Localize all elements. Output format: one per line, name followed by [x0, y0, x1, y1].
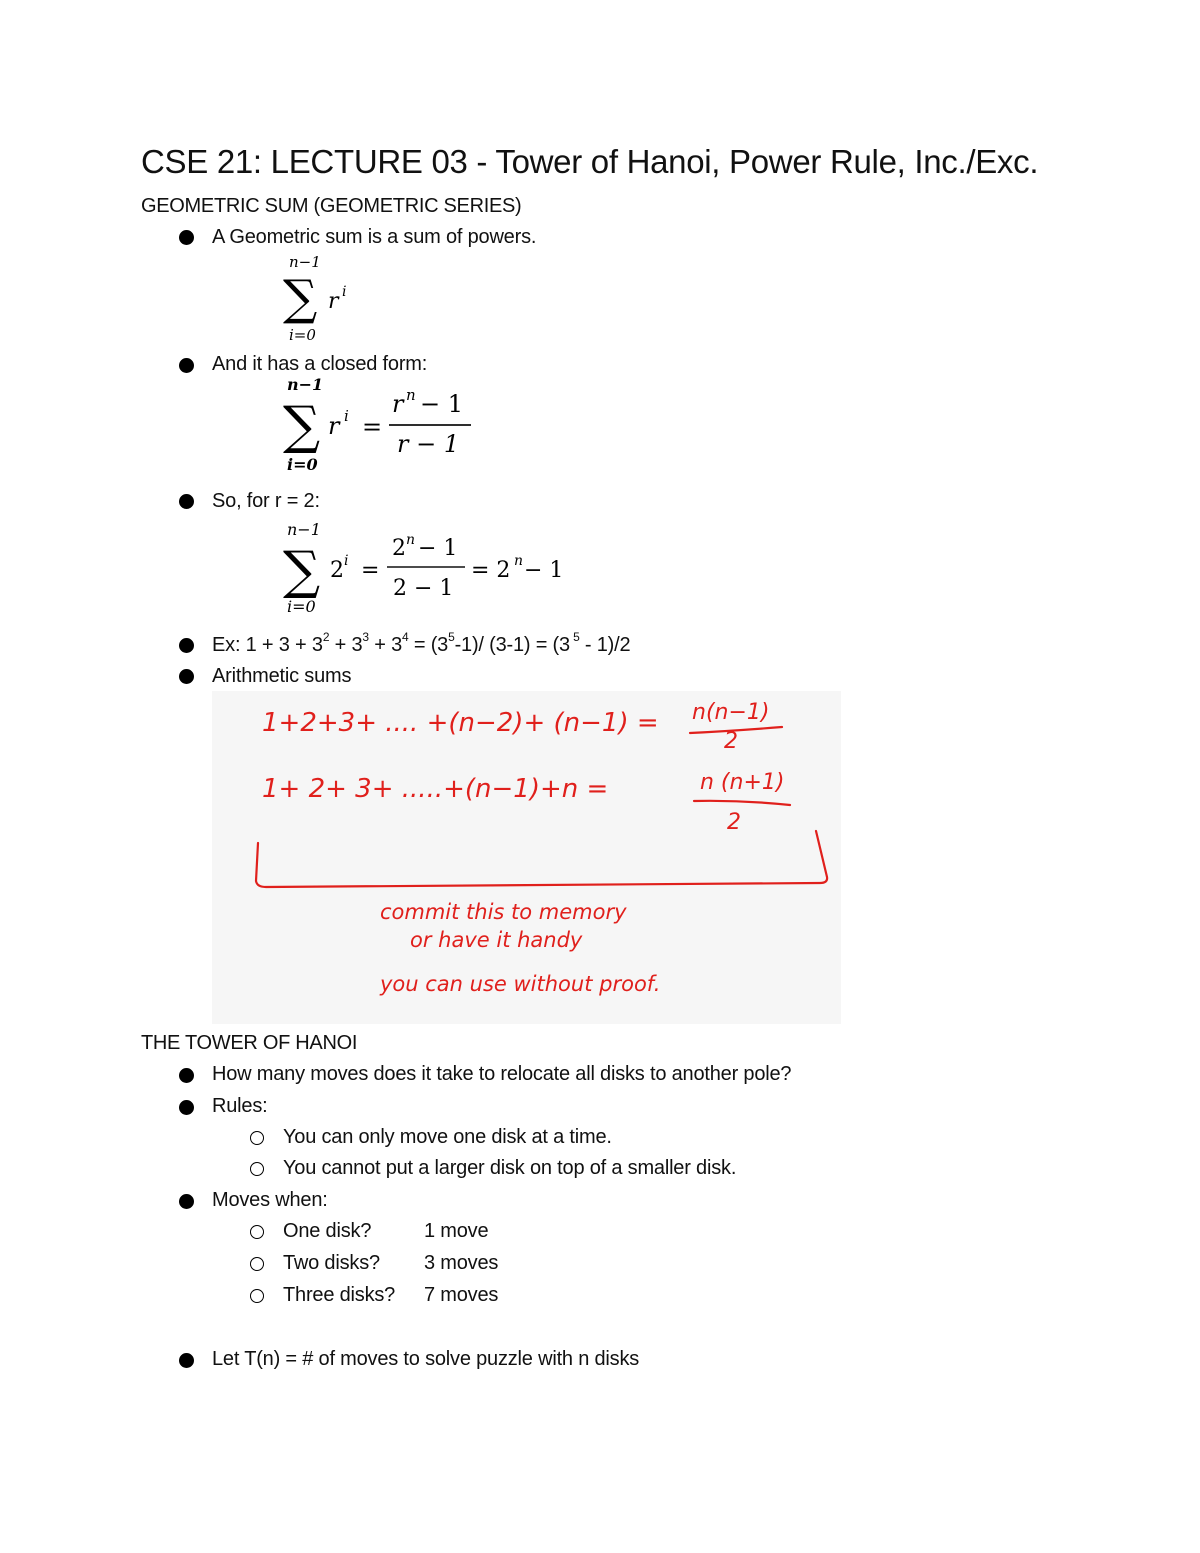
rule-item: You can only move one disk at a time.: [283, 1126, 612, 1148]
sub-bullet-circle: [250, 1225, 264, 1239]
formula-power-of-two: [275, 515, 580, 620]
handwritten-sum-n-minus-1: 1+2+3+ .... +(n−2)+ (n−1) =: [262, 708, 659, 738]
denominator: r − 1: [397, 430, 460, 458]
handwritten-sum-n-minus-1-numerator: n(n−1): [692, 700, 770, 725]
example-exponent: 2: [322, 630, 330, 645]
bullet-recurrence-definition: Let T(n) = # of moves to solve puzzle with n disks: [212, 1348, 640, 1370]
sum-upper-limit: n−1: [287, 375, 324, 394]
bullet-dot: [179, 1353, 194, 1368]
handwritten-sum-n: 1+ 2+ 3+ .....+(n−1)+n =: [262, 774, 609, 804]
sub-bullet-circle: [250, 1289, 264, 1303]
bullet-r-equals-2: So, for r = 2:: [212, 490, 320, 512]
moves-answer: 7 moves: [424, 1284, 499, 1306]
handwritten-note-commit: commit this to memory: [380, 900, 627, 924]
bullet-arithmetic-sums: Arithmetic sums: [212, 665, 352, 687]
numerator-base: 2: [392, 536, 406, 561]
sub-bullet-circle: [250, 1131, 264, 1145]
sum-lower-limit: i=0: [289, 326, 316, 344]
moves-question: Two disks?: [283, 1252, 380, 1274]
equals-sign: =: [361, 558, 380, 583]
numerator-exponent: n: [406, 386, 416, 404]
sum-upper-limit: n−1: [287, 520, 321, 539]
formula-geometric-sum: [275, 250, 385, 345]
example-exponent: 3: [362, 630, 369, 645]
sum-lower-limit: i=0: [287, 597, 316, 616]
handwritten-sum-n-denominator: 2: [727, 810, 741, 835]
handwritten-sum-n-numerator: n (n+1): [700, 770, 785, 795]
bullet-dot: [179, 1100, 194, 1115]
moves-answer: 1 move: [424, 1220, 489, 1242]
handwritten-note-handy: or have it handy: [410, 928, 583, 952]
example-text: + 3: [368, 634, 403, 656]
sum-term-exponent: i: [342, 284, 347, 300]
sum-term-exponent: i: [344, 553, 349, 569]
sub-bullet-circle: [250, 1162, 264, 1176]
example-exponent: 4: [402, 630, 409, 645]
handwritten-notes: [212, 691, 841, 1024]
sigma-symbol: ∑: [283, 541, 321, 601]
sigma-symbol: ∑: [283, 270, 318, 326]
numerator-exponent: n: [406, 532, 416, 548]
sum-term-exponent: i: [344, 407, 349, 425]
equals-sign: =: [362, 413, 383, 441]
rhs-base: = 2: [471, 558, 511, 583]
bullet-rules: Rules:: [212, 1095, 268, 1117]
rhs-exponent: n: [514, 553, 524, 569]
sub-bullet-circle: [250, 1257, 264, 1271]
bullet-dot: [179, 1194, 194, 1209]
rule-item: You cannot put a larger disk on top of a smaller disk.: [283, 1157, 737, 1179]
handwritten-fraction-line: [694, 801, 790, 805]
numerator-tail: − 1: [418, 536, 458, 561]
example-text: = (3: [408, 634, 449, 656]
example-exponent: 5: [569, 630, 580, 645]
formula-closed-form: [275, 373, 495, 478]
moves-answer: 3 moves: [424, 1252, 499, 1274]
handwritten-bracket: [256, 831, 827, 887]
example-text: Ex: 1 + 3 + 3: [212, 634, 323, 656]
sum-upper-limit: n−1: [289, 253, 321, 271]
example-text: + 3: [329, 634, 363, 656]
sum-lower-limit: i=0: [287, 455, 318, 474]
bullet-dot: [179, 1068, 194, 1083]
section-heading-tower-of-hanoi: THE TOWER OF HANOI: [141, 1032, 358, 1054]
handwritten-arithmetic-sums-image: [212, 691, 841, 1024]
rhs-tail: − 1: [524, 558, 564, 583]
moves-question: Three disks?: [283, 1284, 396, 1306]
numerator-base: r: [392, 390, 404, 418]
sigma-symbol: ∑: [283, 396, 321, 456]
example-text: - 1)/2: [579, 634, 631, 656]
example-text: -1)/ (3-1) = (3: [454, 634, 570, 656]
bullet-dot: [179, 669, 194, 684]
numerator-tail: − 1: [420, 390, 464, 418]
example-exponent: 5: [448, 630, 455, 645]
denominator: 2 − 1: [393, 576, 454, 601]
bullet-example: [212, 632, 630, 658]
handwritten-note-without-proof: you can use without proof.: [380, 972, 661, 996]
handwritten-sum-n-minus-1-denominator: 2: [724, 729, 738, 754]
sum-term: r: [328, 412, 340, 440]
bullet-closed-form: And it has a closed form:: [212, 353, 428, 375]
bullet-moves-when: Moves when:: [212, 1189, 328, 1211]
bullet-dot: [179, 358, 194, 373]
bullet-dot: [179, 638, 194, 653]
section-heading-geometric-sum: GEOMETRIC SUM (GEOMETRIC SERIES): [141, 195, 522, 217]
moves-question: One disk?: [283, 1220, 372, 1242]
bullet-dot: [179, 230, 194, 245]
bullet-question: How many moves does it take to relocate all disks to another pole?: [212, 1063, 792, 1085]
bullet-dot: [179, 494, 194, 509]
page-title: CSE 21: LECTURE 03 - Tower of Hanoi, Power Rule, Inc./Exc.: [141, 143, 1039, 180]
sum-term: r: [328, 289, 339, 314]
sum-term: 2: [330, 558, 344, 583]
bullet-geometric-definition: A Geometric sum is a sum of powers.: [212, 226, 537, 248]
